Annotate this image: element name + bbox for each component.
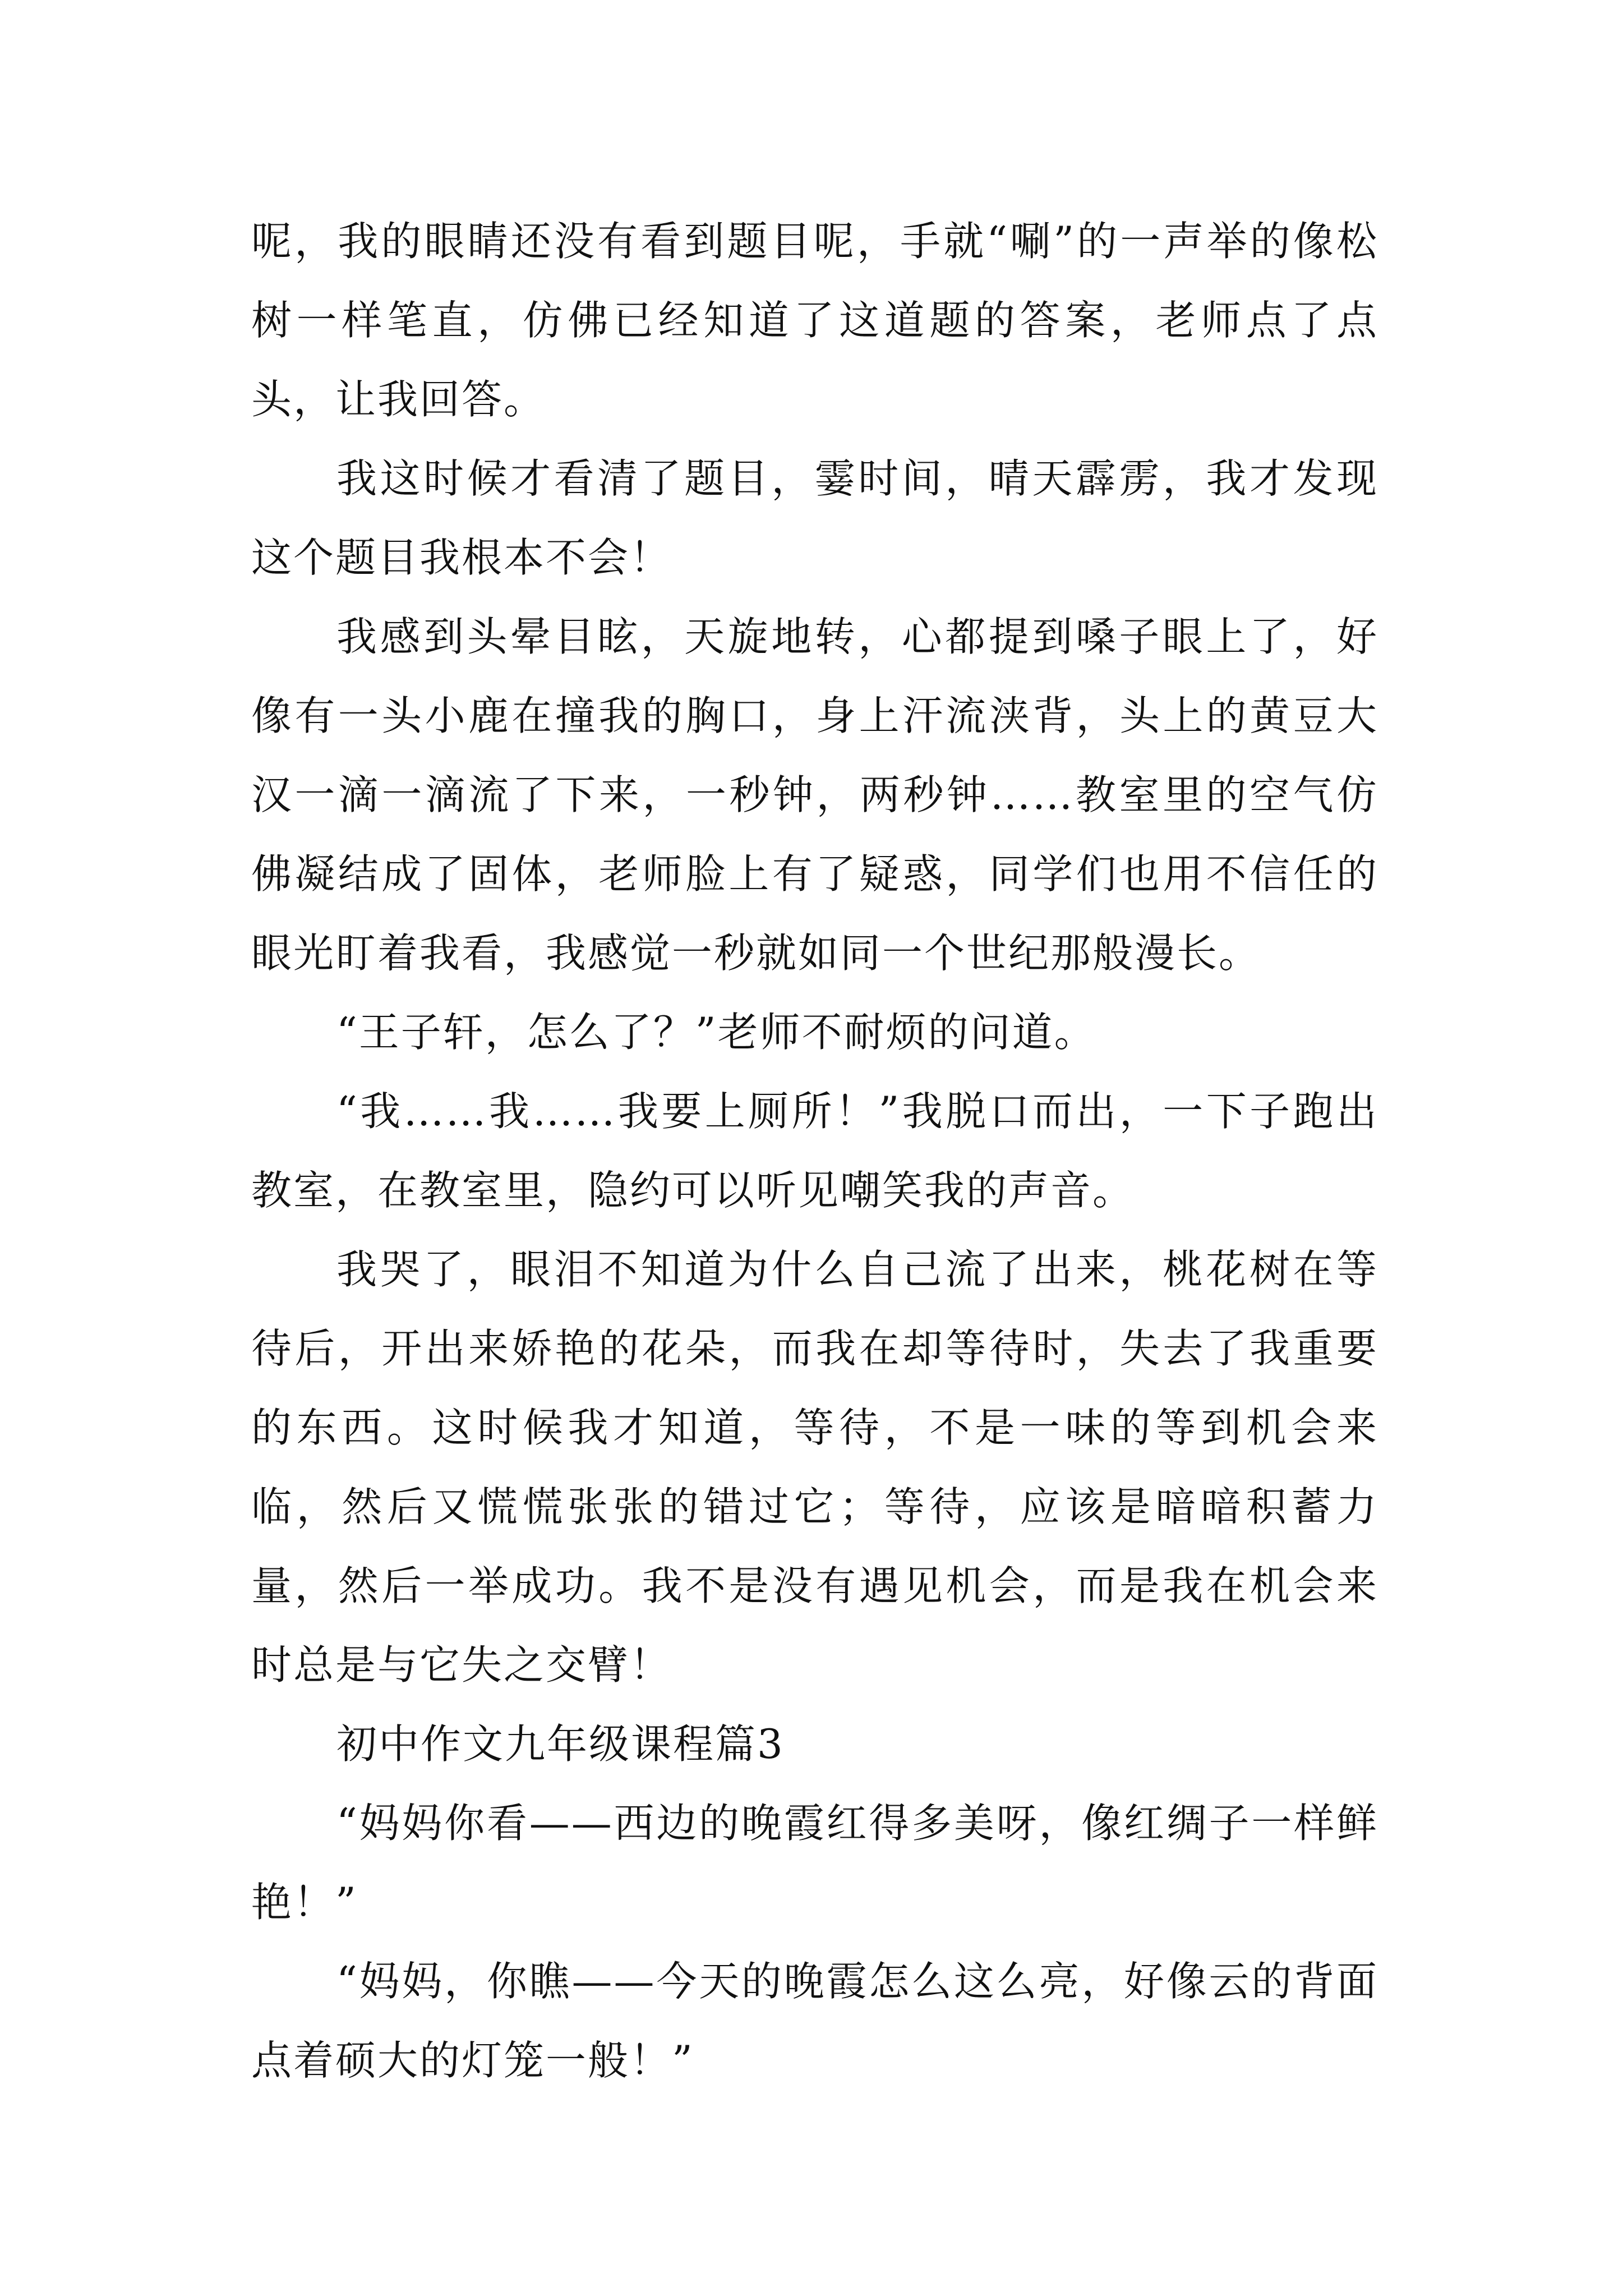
paragraph-teacher-question: “王子轩，怎么了？”老师不耐烦的问道。 — [336, 1009, 1096, 1056]
paragraph-realization: 我这时候才看清了题目，霎时间，晴天霹雳，我才发现这个题目我根本不会！ — [251, 455, 1378, 581]
paragraph-reflection: 我哭了，眼泪不知道为什么自己流了出来，桃花树在等待后，开出来娇艳的花朵，而我在却等待时，失去了我重要的东西。这时候我才知道，等待，不是一味的等到机会来临，然后又慌慌张张的错过它；等待，应该是暗暗积蓄力量，然后一举成功。我不是没有遇见机会，而是我在机会来时总是与它失之交臂！ — [251, 1246, 1378, 1688]
paragraph-sunset-1: “妈妈你看——西边的晚霞红得多美呀，像红绸子一样鲜艳！” — [251, 1800, 1378, 1926]
paragraph-escape: “我……我……我要上厕所！”我脱口而出，一下子跑出教室，在教室里，隐约可以听见嘲笑我的声音。 — [251, 1088, 1378, 1214]
paragraph-sunset-2: “妈妈，你瞧——今天的晚霞怎么这么亮，好像云的背面点着硕大的灯笼一般！” — [251, 1958, 1378, 2084]
document-body — [251, 202, 1378, 2100]
section-heading: 初中作文九年级课程篇3 — [336, 1720, 785, 1768]
paragraph-panic: 我感到头晕目眩，天旋地转，心都提到嗓子眼上了，好像有一头小鹿在撞我的胸口，身上汗流浃背，头上的黄豆大汉一滴一滴流了下来，一秒钟，两秒钟……教室里的空气仿佛凝结成了固体，老师脸上有了疑惑，同学们也用不信任的眼光盯着我看，我感觉一秒就如同一个世纪那般漫长。 — [251, 613, 1378, 977]
paragraph-continuation: 呢，我的眼睛还没有看到题目呢，手就“唰”的一声举的像松树一样笔直，仿佛已经知道了这道题的答案，老师点了点头，让我回答。 — [251, 218, 1378, 423]
